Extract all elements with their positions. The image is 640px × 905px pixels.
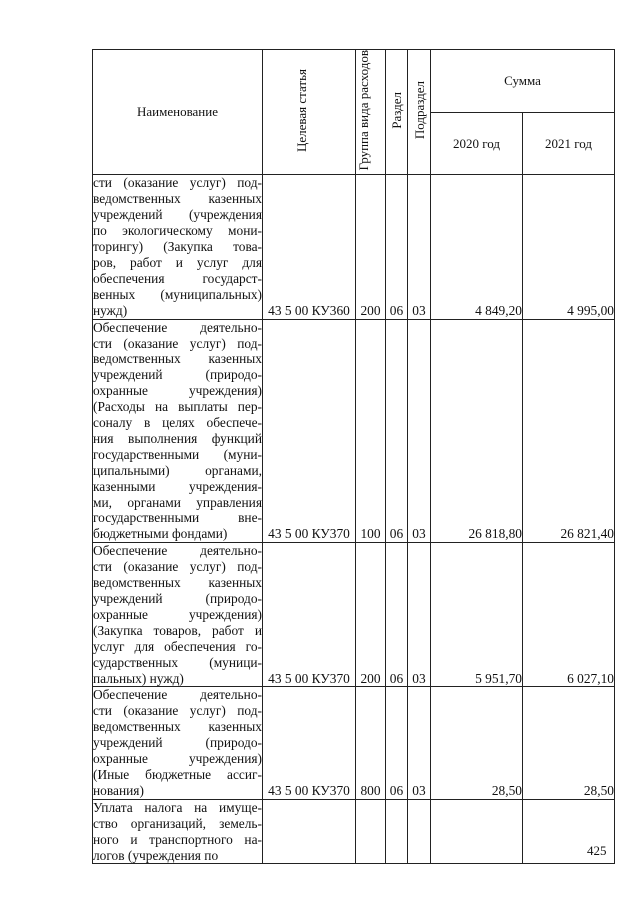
- row-target-article: [263, 799, 356, 864]
- row-sum-2020: 5 951,70: [431, 543, 523, 687]
- row-name-line: ство организаций, земель-: [93, 815, 262, 831]
- header-expense-group: Группа вида расходов: [356, 50, 386, 175]
- header-year-2020: 2020 год: [431, 112, 523, 175]
- row-target-article: 43 5 00 КУ370: [263, 543, 356, 687]
- table-row: [93, 543, 615, 687]
- row-name-line: ми, органами управления: [93, 494, 262, 510]
- row-name-line: сти (оказание услуг) под-: [93, 335, 262, 351]
- row-subsection: 03: [408, 175, 431, 319]
- row-subsection: 03: [408, 319, 431, 543]
- row-sum-2021: 4 995,00: [523, 175, 615, 319]
- row-name-line: нужд): [93, 302, 128, 318]
- row-name-line: нования): [93, 782, 144, 798]
- budget-table: [92, 49, 615, 864]
- row-name-line: ведомственных казенных: [93, 191, 262, 207]
- row-name-line: сти (оказание услуг) под-: [93, 703, 262, 719]
- row-name-line: государственными вне-: [93, 510, 262, 526]
- row-expense-group: 100: [356, 319, 386, 543]
- row-sum-2020: 28,50: [431, 687, 523, 799]
- row-name-line: сударственных (муници-: [93, 654, 262, 670]
- row-sum-2021: 28,50: [523, 687, 615, 799]
- row-name-line: казенными учреждения-: [93, 478, 262, 494]
- row-name-cell: [93, 799, 263, 864]
- row-name-line: ведомственных казенных: [93, 575, 262, 591]
- row-name-line: ров, работ и услуг для: [93, 254, 262, 270]
- row-expense-group: [356, 799, 386, 864]
- row-name-line: логов (учреждения по: [93, 847, 219, 863]
- row-name-line: услуг для обеспечения го-: [93, 638, 262, 654]
- row-target-article: 43 5 00 КУ370: [263, 319, 356, 543]
- row-name-line: (Иные бюджетные ассиг-: [93, 766, 262, 782]
- row-name-line: ния выполнения функций: [93, 430, 262, 446]
- header-year-2021: 2021 год: [523, 112, 615, 175]
- row-expense-group: 800: [356, 687, 386, 799]
- row-name-line: Обеспечение деятельно-: [93, 543, 262, 559]
- row-name-cell: [93, 687, 263, 799]
- row-section: 06: [386, 687, 408, 799]
- header-sum: Сумма: [431, 50, 615, 113]
- row-name-line: соналу в целях обеспече-: [93, 415, 262, 431]
- row-name-line: охранные учреждения): [93, 751, 262, 767]
- row-sum-2021: 26 821,40: [523, 319, 615, 543]
- row-name-line: ного и транспортного на-: [93, 831, 262, 847]
- row-section: 06: [386, 319, 408, 543]
- row-name-line: учреждений (природо-: [93, 735, 262, 751]
- row-name-line: (Закупка товаров, работ и: [93, 622, 262, 638]
- row-subsection: 03: [408, 543, 431, 687]
- row-expense-group: 200: [356, 543, 386, 687]
- row-name-line: сти (оказание услуг) под-: [93, 559, 262, 575]
- row-name-line: обеспечения государст-: [93, 270, 262, 286]
- row-name-line: ведомственных казенных: [93, 351, 262, 367]
- row-name-line: (Расходы на выплаты пер-: [93, 399, 262, 415]
- table-header: [93, 50, 615, 175]
- row-target-article: 43 5 00 КУ360: [263, 175, 356, 319]
- row-sum-2020: [431, 799, 523, 864]
- row-name-cell: [93, 319, 263, 543]
- table-row: [93, 319, 615, 543]
- row-sum-2020: 4 849,20: [431, 175, 523, 319]
- row-name-line: торингу) (Закупка това-: [93, 239, 262, 255]
- header-subsection: Подраздел: [408, 50, 431, 175]
- header-target-article: Целевая статья: [263, 50, 356, 175]
- row-subsection: 03: [408, 687, 431, 799]
- row-target-article: 43 5 00 КУ370: [263, 687, 356, 799]
- row-section: 06: [386, 543, 408, 687]
- row-name-line: венных (муниципальных): [93, 286, 262, 302]
- row-name-line: пальных) нужд): [93, 670, 184, 686]
- row-name-line: по экологическому мони-: [93, 223, 262, 239]
- page-number: 425: [587, 843, 607, 858]
- row-name-line: охранные учреждения): [93, 606, 262, 622]
- row-name-line: государственными (муни-: [93, 446, 262, 462]
- row-section: [386, 799, 408, 864]
- row-name-line: Обеспечение деятельно-: [93, 687, 262, 703]
- row-section: 06: [386, 175, 408, 319]
- row-name-line: ведомственных казенных: [93, 719, 262, 735]
- row-sum-2021: 6 027,10: [523, 543, 615, 687]
- row-name-cell: [93, 175, 263, 319]
- row-name-line: учреждений (природо-: [93, 367, 262, 383]
- header-section: Раздел: [386, 50, 408, 175]
- row-name-line: бюджетными фондами): [93, 526, 228, 542]
- row-expense-group: 200: [356, 175, 386, 319]
- row-name-line: учреждений (природо-: [93, 591, 262, 607]
- header-name: Наименование: [93, 50, 263, 175]
- table-row: [93, 175, 615, 319]
- row-name-cell: [93, 543, 263, 687]
- table-row: [93, 799, 615, 864]
- row-name-line: учреждений (учреждения: [93, 207, 262, 223]
- row-name-line: Уплата налога на имуще-: [93, 799, 262, 815]
- row-name-line: ципальными) органами,: [93, 462, 262, 478]
- row-name-line: Обеспечение деятельно-: [93, 319, 262, 335]
- row-name-line: охранные учреждения): [93, 383, 262, 399]
- row-name-line: сти (оказание услуг) под-: [93, 175, 262, 191]
- row-subsection: [408, 799, 431, 864]
- table-row: [93, 687, 615, 799]
- table-body: [93, 175, 615, 864]
- row-sum-2020: 26 818,80: [431, 319, 523, 543]
